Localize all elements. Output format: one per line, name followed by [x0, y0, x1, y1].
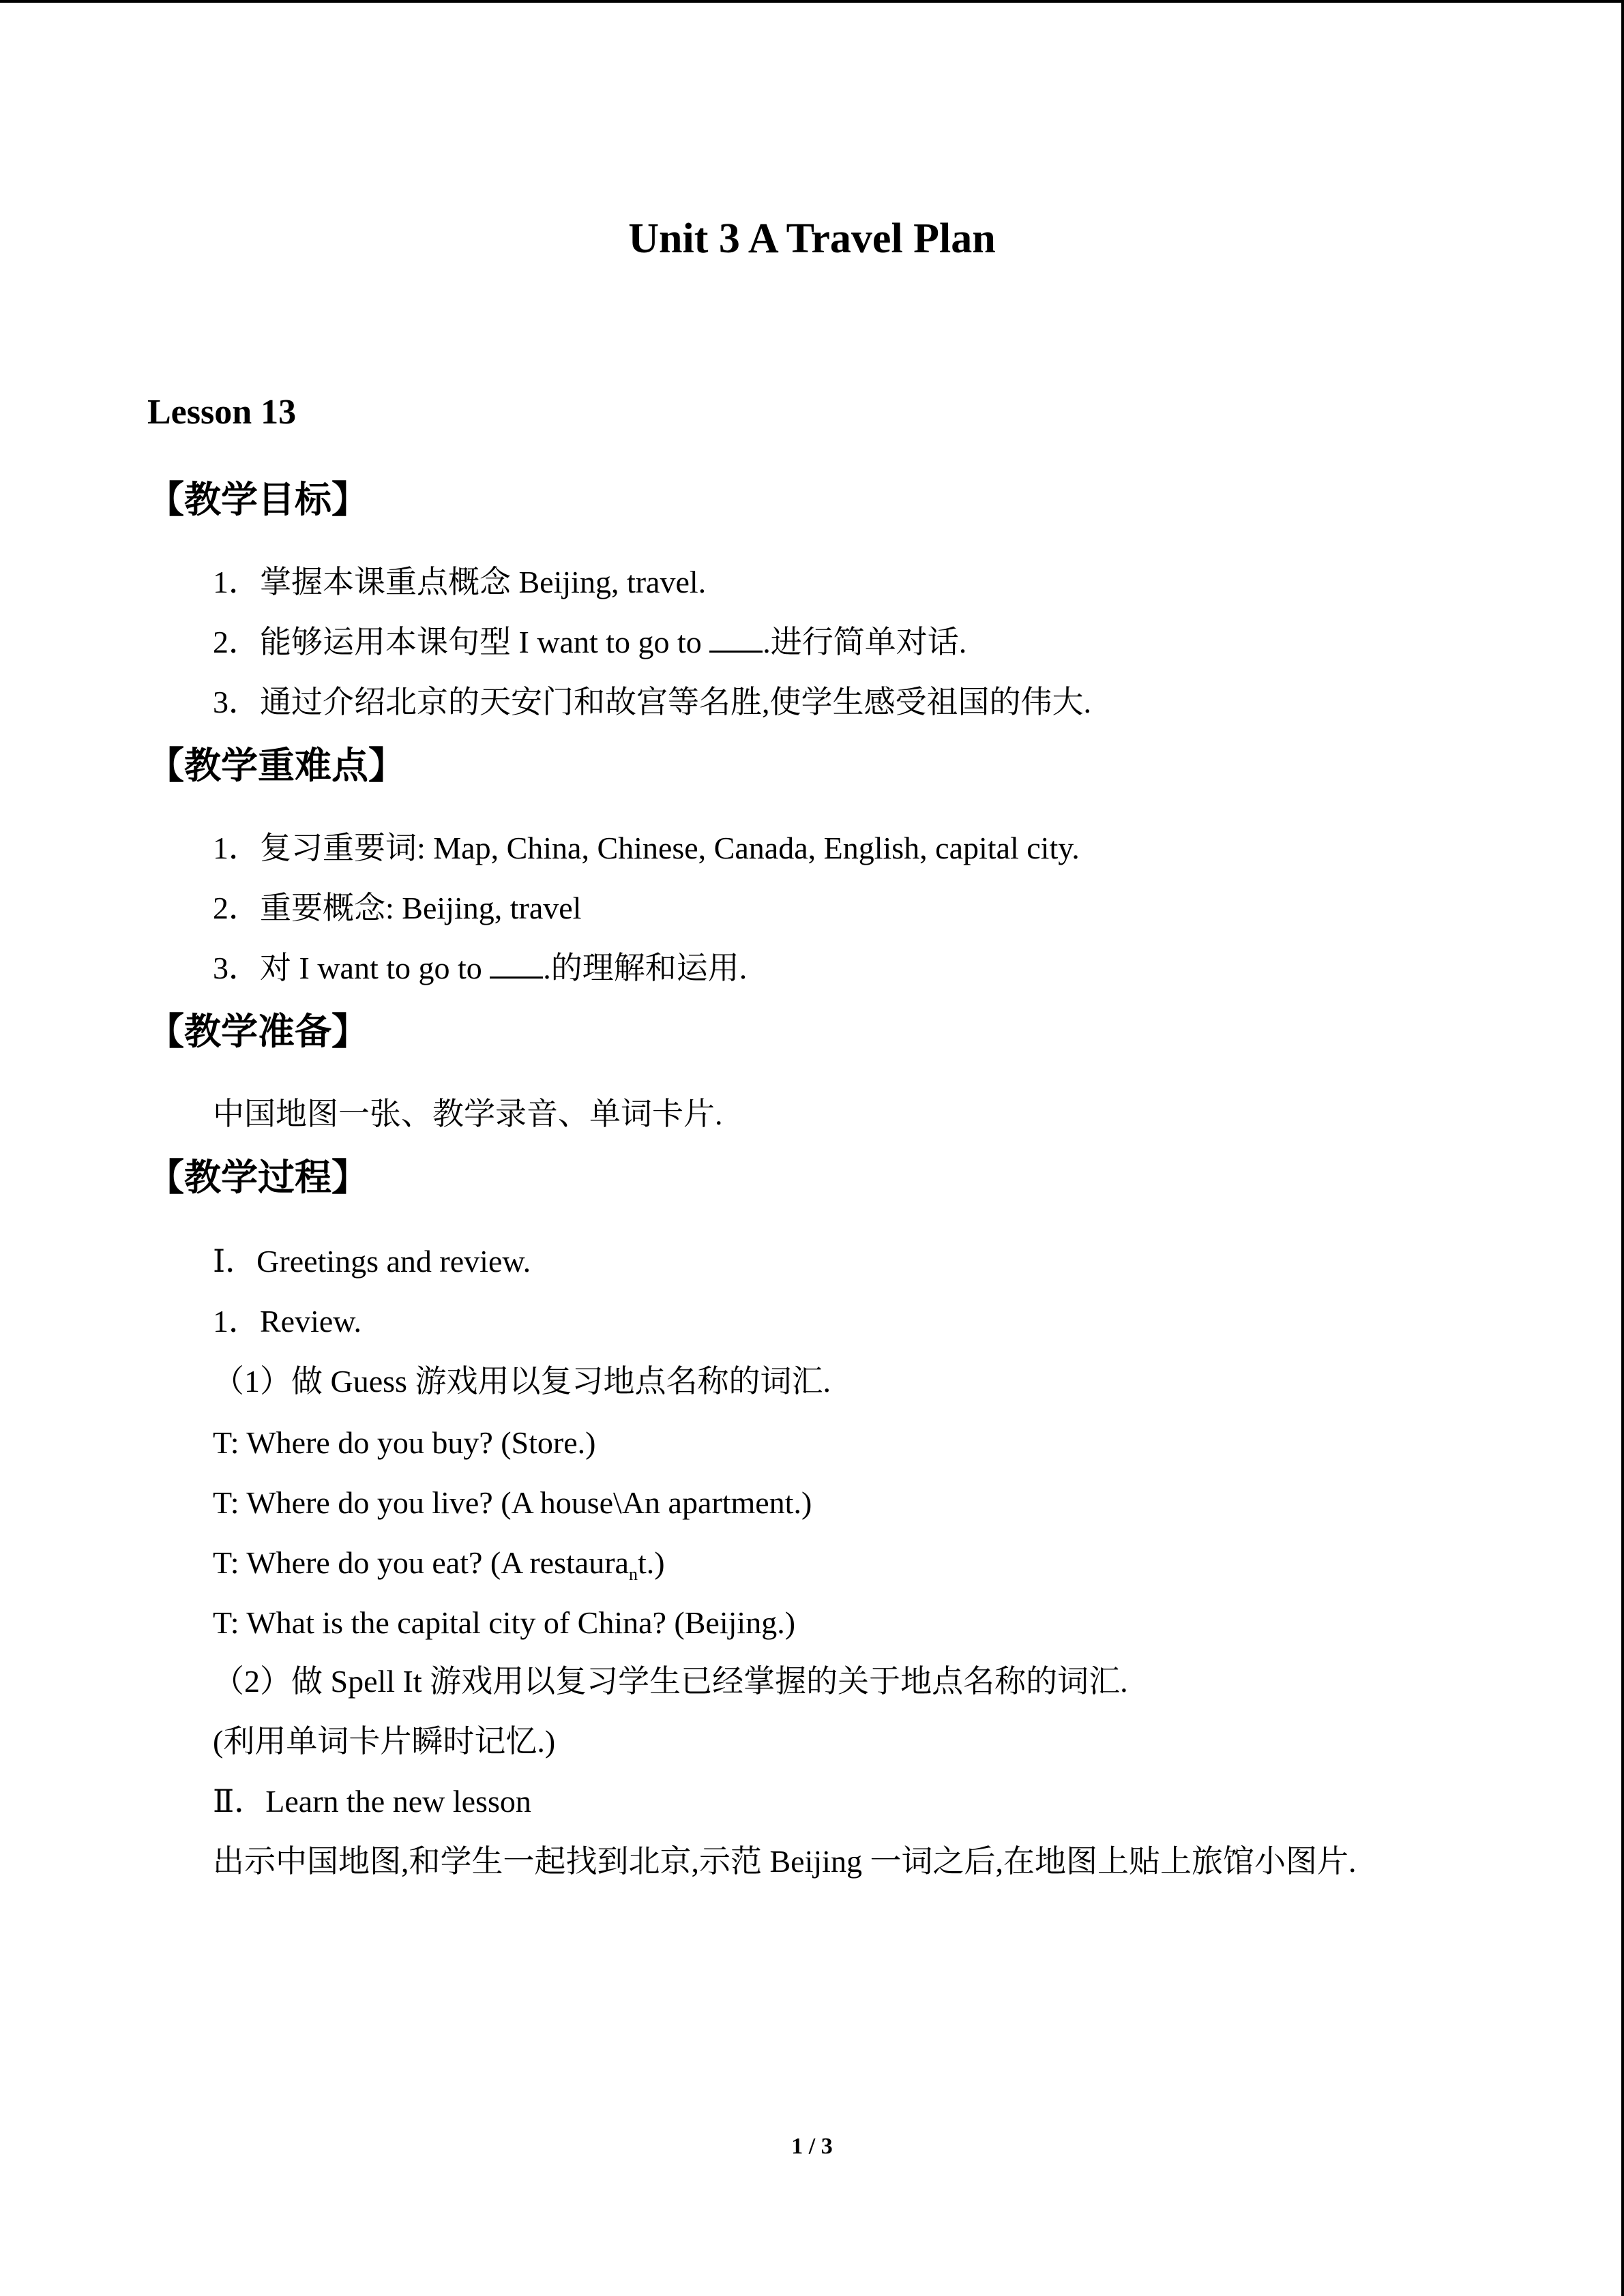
process-line-6 — [213, 1541, 665, 1596]
objective-item-3: 3．通过介绍北京的天安门和故宫等名胜,使学生感受祖国的伟大. — [213, 685, 1091, 719]
section-heading-process: 【教学过程】 — [147, 1156, 368, 1199]
objective-item-2 — [213, 621, 966, 664]
key-point-item-3 — [213, 946, 747, 990]
key-point-item-3-text: 3．对 I want to go to — [213, 951, 482, 985]
key-point-item-2: 2．重要概念: Beijing, travel — [213, 891, 582, 925]
fill-blank — [709, 623, 763, 653]
section-heading-preparation: 【教学准备】 — [147, 1010, 368, 1053]
section-heading-key-points: 【教学重难点】 — [147, 744, 405, 787]
process-line-11: 出示中国地图,和学生一起找到北京,示范 Beijing 一词之后,在地图上贴上旅馆小图片. — [213, 1844, 1357, 1879]
process-line-6-tail: t.) — [637, 1545, 665, 1580]
objective-item-2-tail: .进行简单对话. — [763, 625, 967, 659]
page-title: Unit 3 A Travel Plan — [628, 215, 996, 262]
process-line-7: T: What is the capital city of China? (Beijing.) — [213, 1605, 796, 1640]
process-line-10: Ⅱ．Learn the new lesson — [213, 1784, 531, 1819]
process-line-2: 1．Review. — [213, 1304, 362, 1339]
process-line-6-subscript: n — [628, 1564, 638, 1585]
page-border-top — [0, 0, 1624, 3]
key-point-item-3-tail: .的理解和运用. — [543, 951, 748, 985]
process-line-6-text: T: Where do you eat? (A restaura — [213, 1545, 629, 1580]
key-point-item-1: 1．复习重要词: Map, China, Chinese, Canada, English, capital city. — [213, 831, 1080, 865]
fill-blank — [490, 949, 543, 979]
process-line-4: T: Where do you buy? (Store.) — [213, 1425, 596, 1460]
lesson-heading: Lesson 13 — [147, 393, 297, 432]
process-line-5: T: Where do you live? (A house\An apartment.) — [213, 1485, 812, 1520]
process-line-9: (利用单词卡片瞬时记忆.) — [213, 1724, 556, 1759]
process-line-3: （1）做 Guess 游戏用以复习地点名称的词汇. — [213, 1364, 831, 1399]
page-border-right — [1621, 0, 1624, 2296]
objective-item-2-text: 2．能够运用本课句型 I want to go to — [213, 625, 702, 659]
process-line-8: （2）做 Spell It 游戏用以复习学生已经掌握的关于地点名称的词汇. — [213, 1664, 1128, 1699]
objective-item-1: 1．掌握本课重点概念 Beijing, travel. — [213, 565, 707, 599]
page-number: 1 / 3 — [791, 2134, 833, 2159]
process-line-1: Ⅰ．Greetings and review. — [213, 1244, 531, 1279]
section-heading-objectives: 【教学目标】 — [147, 478, 368, 521]
preparation-text: 中国地图一张、教学录音、单词卡片. — [213, 1097, 723, 1131]
